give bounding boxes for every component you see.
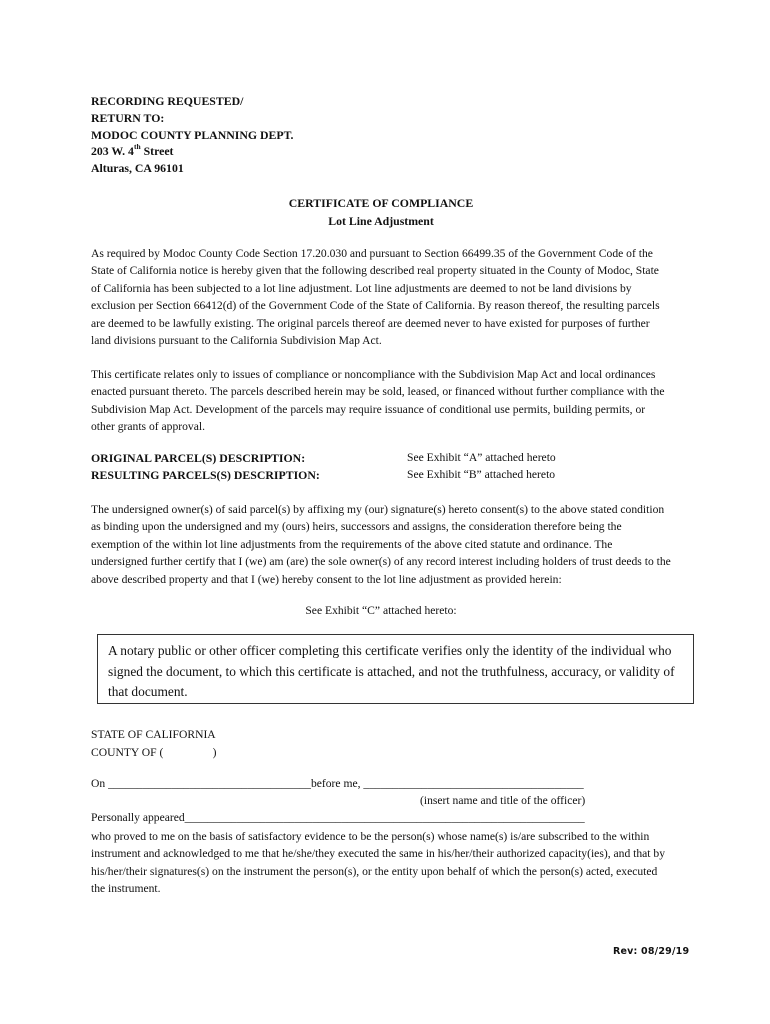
address-line-street bbox=[91, 143, 671, 160]
address-line-recording: RECORDING REQUESTED/ bbox=[91, 94, 244, 108]
county-line: COUNTY OF ( ) bbox=[91, 745, 217, 759]
notary-notice-box bbox=[97, 634, 694, 704]
venue-block bbox=[91, 726, 671, 761]
date-officer-line: On ___________________________________before me, ______________________________________ bbox=[91, 777, 584, 790]
original-parcel-value: See Exhibit “A” attached hereto bbox=[407, 451, 556, 464]
original-parcel-row bbox=[91, 451, 671, 468]
paragraph-code-notice: As required by Modoc County Code Section 17.20.030 and pursuant to Section 66499.35 of the Government Code of the State of California notice is hereby given that the following described real property situated in the County of Modoc, State of California has been subjected to a lot line adjustment. Lot line adjustments are deemed to not be land divisions by exclusion per Section 66412(d) of the Government Code of the State of California. By reason thereof, the resulting parcels are deemed to be lawfully existing. The original parcels thereof are deemed never to have existed for purposes of further land divisions pursuant to the California Subdivision Map Act. bbox=[91, 247, 660, 348]
resulting-parcel-label: RESULTING PARCELS(S) DESCRIPTION: bbox=[91, 468, 320, 482]
street-name: Street bbox=[140, 144, 174, 159]
personally-appeared-line: Personally appeared_____________________________________________________________________ bbox=[91, 811, 585, 824]
return-address bbox=[91, 93, 671, 177]
address-line-city: Alturas, CA 96101 bbox=[91, 161, 184, 176]
document-title bbox=[91, 195, 671, 230]
exhibit-c-reference: See Exhibit “C” attached hereto: bbox=[305, 604, 457, 617]
state-line: STATE OF CALIFORNIA bbox=[91, 728, 216, 741]
address-line-department: MODOC COUNTY PLANNING DEPT. bbox=[91, 127, 294, 142]
title-sub: Lot Line Adjustment bbox=[328, 213, 434, 228]
acknowledgment-body: who proved to me on the basis of satisfactory evidence to be the person(s) whose name(s) is/are subscribed to the within instrument and acknowledged to me that he/she/they executed the same in his/her/their authorized capacity(ies), and that by his/her/their signatures(s) on the instrument the person(s), or the entity upon behalf of which the person(s) acted, executed the instrument. bbox=[91, 830, 666, 896]
revision-date: Rev: 08/29/19 bbox=[613, 946, 690, 957]
officer-name-note: (insert name and title of the officer) bbox=[420, 794, 586, 807]
paragraph-owner-consent: The undersigned owner(s) of said parcel(s) by affixing my (our) signature(s) hereto consent(s) to the above stated condition as binding upon the undersigned and my (ours) heirs, successors and assigns, the consideration therefore being the exemption of the within lot line adjustments from the requirements of the above cited statute and ordinance. The undersigned further certify that I (we) am (are) the sole owner(s) of any record interest including holders of trust deeds to the above described property and that I (we) hereby consent to the lot line adjustment as provided herein: bbox=[91, 503, 671, 586]
paragraph-compliance-scope: This certificate relates only to issues of compliance or noncompliance with the Subdivision Map Act and local ordinances enacted pursuant thereto. The parcels described herein may be sold, leased, or financed without further compliance with the Subdivision Map Act. Development of the parcels may require issuance of conditional use permits, building permits, or other grants of approval. bbox=[91, 368, 665, 434]
title-main: CERTIFICATE OF COMPLIANCE bbox=[288, 196, 474, 210]
original-parcel-label: ORIGINAL PARCEL(S) DESCRIPTION: bbox=[91, 451, 306, 465]
street-ordinal: th bbox=[133, 142, 141, 152]
address-line-return-to: RETURN TO: bbox=[91, 110, 165, 125]
resulting-parcel-value: See Exhibit “B” attached hereto bbox=[407, 468, 556, 481]
resulting-parcel-row bbox=[91, 468, 671, 485]
street-number: 203 W. 4 bbox=[91, 144, 134, 159]
notary-notice-text: A notary public or other officer completing this certificate verifies only the identity of the individual who signed the document, to which this certificate is attached, and not the truthfulness, accuracy, or validity of that document. bbox=[108, 643, 675, 699]
